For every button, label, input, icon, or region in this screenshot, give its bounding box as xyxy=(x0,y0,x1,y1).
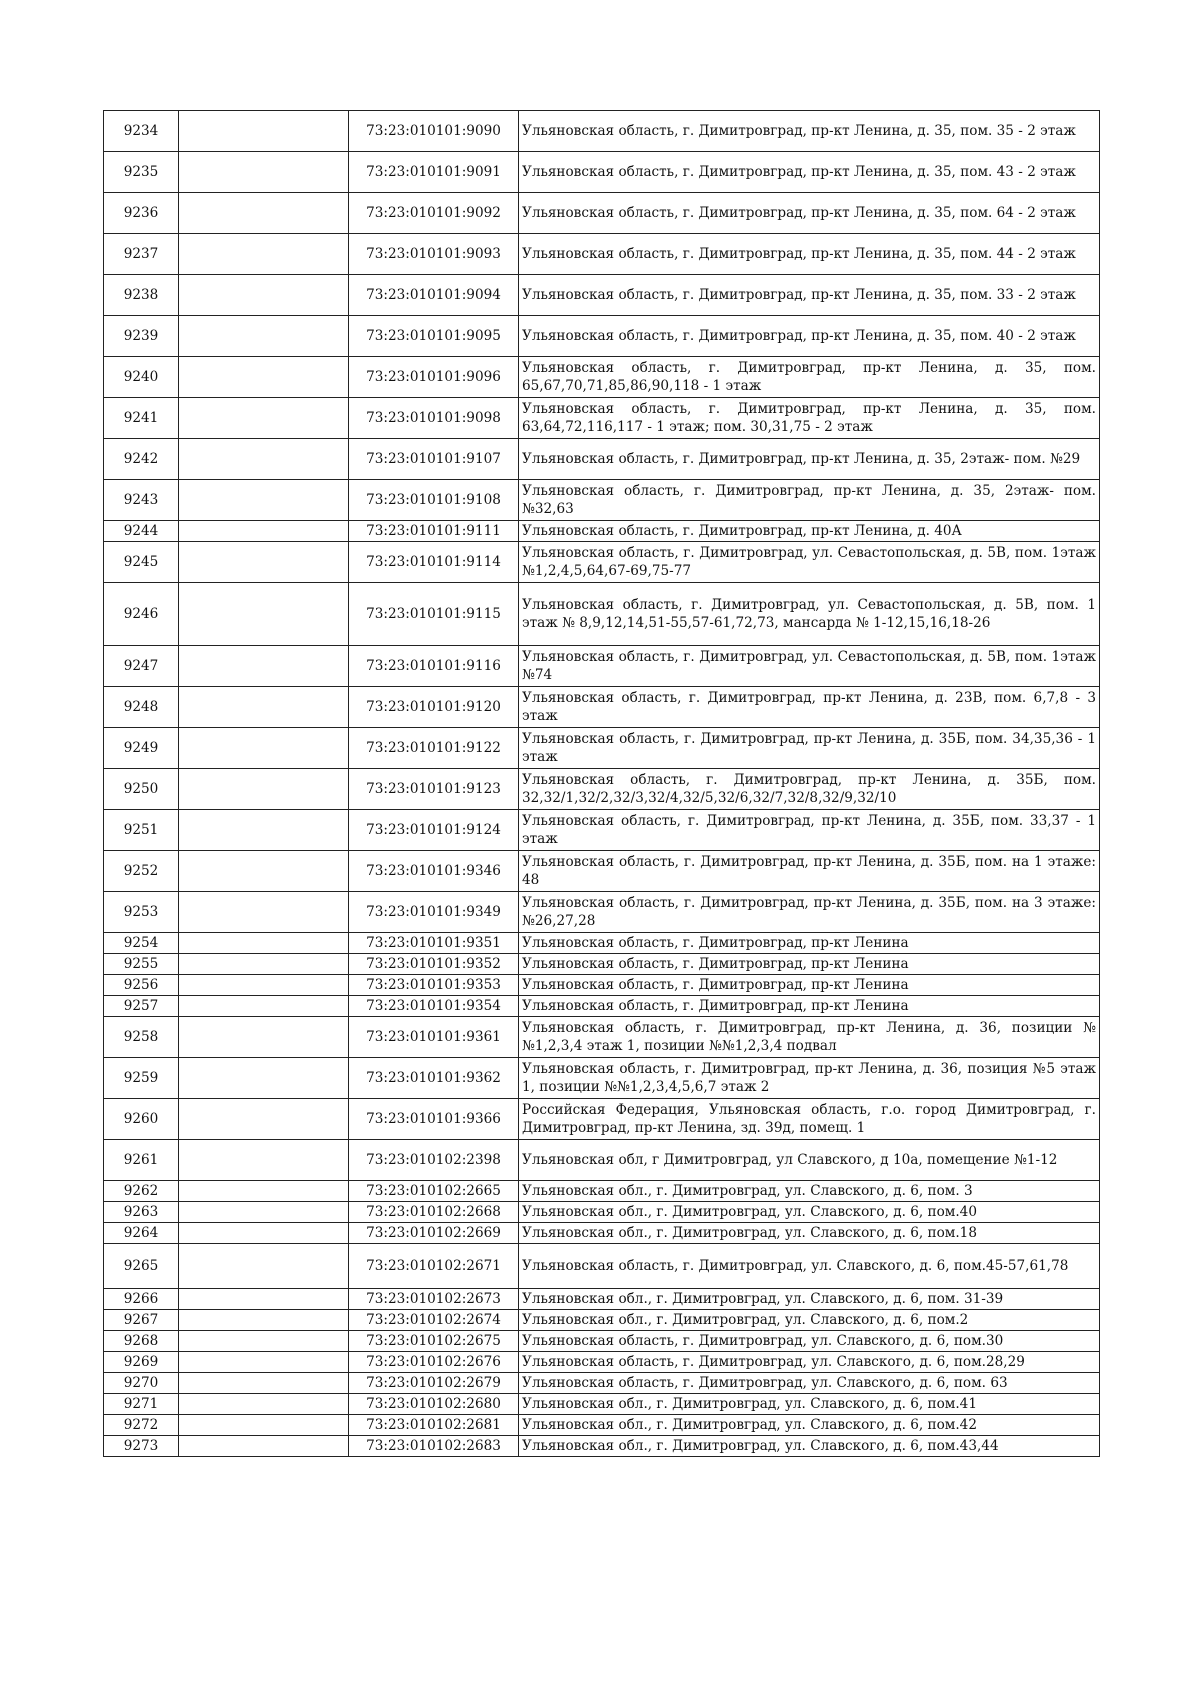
table-row xyxy=(104,583,1100,646)
table-row xyxy=(104,1331,1100,1352)
row-number: 9263 xyxy=(104,1202,179,1223)
cadastral-number: 73:23:010102:2673 xyxy=(349,1289,519,1310)
empty-cell xyxy=(179,1244,349,1289)
address: Ульяновская область, г. Димитровград, пр-кт Ленина, д. 35, пом. 35 - 2 этаж xyxy=(519,111,1100,152)
table-row xyxy=(104,975,1100,996)
cadastral-number: 73:23:010102:2674 xyxy=(349,1310,519,1331)
empty-cell xyxy=(179,1415,349,1436)
address: Ульяновская обл, г Димитровград, ул Славского, д 10а, помещение №1-12 xyxy=(519,1140,1100,1181)
cadastral-number: 73:23:010102:2669 xyxy=(349,1223,519,1244)
address: Ульяновская область, г. Димитровград, пр-кт Ленина, д. 35Б, пом. на 3 этаже: №26,27,28 xyxy=(519,892,1100,933)
empty-cell xyxy=(179,1202,349,1223)
cadastral-number: 73:23:010101:9096 xyxy=(349,357,519,398)
table-row xyxy=(104,1202,1100,1223)
cadastral-number: 73:23:010102:2676 xyxy=(349,1352,519,1373)
row-number: 9270 xyxy=(104,1373,179,1394)
cadastral-number: 73:23:010101:9114 xyxy=(349,542,519,583)
address: Ульяновская обл., г. Димитровград, ул. Славского, д. 6, пом.41 xyxy=(519,1394,1100,1415)
empty-cell xyxy=(179,687,349,728)
empty-cell xyxy=(179,996,349,1017)
row-number: 9240 xyxy=(104,357,179,398)
table-row xyxy=(104,439,1100,480)
cadastral-number: 73:23:010101:9115 xyxy=(349,583,519,646)
address: Ульяновская область, г. Димитровград, пр-кт Ленина, д. 36, позиция №5 этаж 1, позиции №№1,2,3,4,5,6,7 этаж 2 xyxy=(519,1058,1100,1099)
row-number: 9253 xyxy=(104,892,179,933)
table-row xyxy=(104,1289,1100,1310)
table-row xyxy=(104,1415,1100,1436)
row-number: 9248 xyxy=(104,687,179,728)
address: Ульяновская область, г. Димитровград, пр-кт Ленина, д. 35, 2этаж- пом. №29 xyxy=(519,439,1100,480)
cadastral-number: 73:23:010101:9094 xyxy=(349,275,519,316)
row-number: 9239 xyxy=(104,316,179,357)
empty-cell xyxy=(179,1140,349,1181)
cadastral-number: 73:23:010101:9361 xyxy=(349,1017,519,1058)
table-row xyxy=(104,851,1100,892)
cadastral-number: 73:23:010101:9095 xyxy=(349,316,519,357)
empty-cell xyxy=(179,1181,349,1202)
cadastral-number: 73:23:010102:2683 xyxy=(349,1436,519,1457)
empty-cell xyxy=(179,769,349,810)
cadastral-number: 73:23:010101:9366 xyxy=(349,1099,519,1140)
table-row xyxy=(104,1140,1100,1181)
row-number: 9247 xyxy=(104,646,179,687)
empty-cell xyxy=(179,892,349,933)
empty-cell xyxy=(179,542,349,583)
table-row xyxy=(104,542,1100,583)
empty-cell xyxy=(179,728,349,769)
address: Ульяновская область, г. Димитровград, пр-кт Ленина, д. 35, пом. 33 - 2 этаж xyxy=(519,275,1100,316)
empty-cell xyxy=(179,398,349,439)
empty-cell xyxy=(179,316,349,357)
row-number: 9266 xyxy=(104,1289,179,1310)
row-number: 9249 xyxy=(104,728,179,769)
address: Ульяновская обл., г. Димитровград, ул. Славского, д. 6, пом.42 xyxy=(519,1415,1100,1436)
table-row xyxy=(104,193,1100,234)
empty-cell xyxy=(179,954,349,975)
table-row xyxy=(104,480,1100,521)
address: Ульяновская область, г. Димитровград, ул. Славского, д. 6, пом. 63 xyxy=(519,1373,1100,1394)
row-number: 9273 xyxy=(104,1436,179,1457)
table-row xyxy=(104,234,1100,275)
table-row xyxy=(104,1058,1100,1099)
empty-cell xyxy=(179,193,349,234)
row-number: 9234 xyxy=(104,111,179,152)
row-number: 9269 xyxy=(104,1352,179,1373)
cadastral-number: 73:23:010101:9092 xyxy=(349,193,519,234)
address: Ульяновская область, г. Димитровград, пр-кт Ленина xyxy=(519,933,1100,954)
address: Ульяновская обл., г. Димитровград, ул. Славского, д. 6, пом.2 xyxy=(519,1310,1100,1331)
cadastral-number: 73:23:010101:9107 xyxy=(349,439,519,480)
row-number: 9271 xyxy=(104,1394,179,1415)
address: Ульяновская область, г. Димитровград, пр-кт Ленина, д. 35Б, пом. 32,32/1,32/2,32/3,32/4,32/5,32/6,32/7,32/8,32/9,32/10 xyxy=(519,769,1100,810)
row-number: 9272 xyxy=(104,1415,179,1436)
row-number: 9238 xyxy=(104,275,179,316)
empty-cell xyxy=(179,275,349,316)
row-number: 9251 xyxy=(104,810,179,851)
row-number: 9258 xyxy=(104,1017,179,1058)
address: Ульяновская область, г. Димитровград, пр-кт Ленина, д. 35, 2этаж- пом. №32,63 xyxy=(519,480,1100,521)
row-number: 9264 xyxy=(104,1223,179,1244)
row-number: 9237 xyxy=(104,234,179,275)
table-row xyxy=(104,1373,1100,1394)
cadastral-number: 73:23:010101:9111 xyxy=(349,521,519,542)
cadastral-number: 73:23:010101:9349 xyxy=(349,892,519,933)
empty-cell xyxy=(179,1099,349,1140)
address: Ульяновская область, г. Димитровград, пр-кт Ленина, д. 35, пом. 40 - 2 этаж xyxy=(519,316,1100,357)
register-table-body xyxy=(104,111,1100,1457)
property-register-table xyxy=(103,110,1100,1457)
address: Ульяновская область, г. Димитровград, пр-кт Ленина, д. 35, пом. 43 - 2 этаж xyxy=(519,152,1100,193)
address: Ульяновская обл., г. Димитровград, ул. Славского, д. 6, пом. 31-39 xyxy=(519,1289,1100,1310)
row-number: 9252 xyxy=(104,851,179,892)
cadastral-number: 73:23:010101:9123 xyxy=(349,769,519,810)
cadastral-number: 73:23:010101:9352 xyxy=(349,954,519,975)
document-page xyxy=(103,110,1099,1457)
cadastral-number: 73:23:010102:2680 xyxy=(349,1394,519,1415)
table-row xyxy=(104,357,1100,398)
address: Ульяновская область, г. Димитровград, ул. Славского, д. 6, пом.30 xyxy=(519,1331,1100,1352)
empty-cell xyxy=(179,1373,349,1394)
cadastral-number: 73:23:010101:9090 xyxy=(349,111,519,152)
cadastral-number: 73:23:010101:9122 xyxy=(349,728,519,769)
address: Ульяновская область, г. Димитровград, ул. Севастопольская, д. 5В, пом. 1этаж №74 xyxy=(519,646,1100,687)
cadastral-number: 73:23:010101:9124 xyxy=(349,810,519,851)
address: Ульяновская область, г. Димитровград, ул. Славского, д. 6, пом.28,29 xyxy=(519,1352,1100,1373)
empty-cell xyxy=(179,234,349,275)
table-row xyxy=(104,521,1100,542)
cadastral-number: 73:23:010101:9354 xyxy=(349,996,519,1017)
empty-cell xyxy=(179,583,349,646)
address: Ульяновская область, г. Димитровград, пр-кт Ленина, д. 23В, пом. 6,7,8 - 3 этаж xyxy=(519,687,1100,728)
cadastral-number: 73:23:010101:9362 xyxy=(349,1058,519,1099)
row-number: 9242 xyxy=(104,439,179,480)
empty-cell xyxy=(179,1017,349,1058)
address: Ульяновская область, г. Димитровград, пр-кт Ленина, д. 35, пом. 63,64,72,116,117 - 1 этаж; пом. 30,31,75 - 2 этаж xyxy=(519,398,1100,439)
cadastral-number: 73:23:010101:9108 xyxy=(349,480,519,521)
address: Ульяновская область, г. Димитровград, пр-кт Ленина, д. 35, пом. 65,67,70,71,85,86,90,118 - 1 этаж xyxy=(519,357,1100,398)
empty-cell xyxy=(179,111,349,152)
table-row xyxy=(104,892,1100,933)
table-row xyxy=(104,1244,1100,1289)
empty-cell xyxy=(179,1436,349,1457)
address: Ульяновская область, г. Димитровград, пр-кт Ленина, д. 35Б, пом. 34,35,36 - 1 этаж xyxy=(519,728,1100,769)
empty-cell xyxy=(179,1058,349,1099)
row-number: 9246 xyxy=(104,583,179,646)
table-row xyxy=(104,398,1100,439)
table-row xyxy=(104,996,1100,1017)
address: Российская Федерация, Ульяновская область, г.о. город Димитровград, г. Димитровград, пр-кт Ленина, зд. 39д, помещ. 1 xyxy=(519,1099,1100,1140)
address: Ульяновская обл., г. Димитровград, ул. Славского, д. 6, пом.43,44 xyxy=(519,1436,1100,1457)
address: Ульяновская область, г. Димитровград, пр-кт Ленина, д. 35, пом. 44 - 2 этаж xyxy=(519,234,1100,275)
empty-cell xyxy=(179,357,349,398)
cadastral-number: 73:23:010101:9093 xyxy=(349,234,519,275)
table-row xyxy=(104,769,1100,810)
table-row xyxy=(104,111,1100,152)
address: Ульяновская обл., г. Димитровград, ул. Славского, д. 6, пом.18 xyxy=(519,1223,1100,1244)
empty-cell xyxy=(179,1310,349,1331)
cadastral-number: 73:23:010102:2398 xyxy=(349,1140,519,1181)
address: Ульяновская область, г. Димитровград, ул. Славского, д. 6, пом.45-57,61,78 xyxy=(519,1244,1100,1289)
table-row xyxy=(104,728,1100,769)
empty-cell xyxy=(179,1394,349,1415)
row-number: 9265 xyxy=(104,1244,179,1289)
address: Ульяновская обл., г. Димитровград, ул. Славского, д. 6, пом.40 xyxy=(519,1202,1100,1223)
table-row xyxy=(104,1310,1100,1331)
cadastral-number: 73:23:010102:2675 xyxy=(349,1331,519,1352)
table-row xyxy=(104,646,1100,687)
row-number: 9261 xyxy=(104,1140,179,1181)
address: Ульяновская область, г. Димитровград, пр-кт Ленина xyxy=(519,975,1100,996)
row-number: 9243 xyxy=(104,480,179,521)
table-row xyxy=(104,316,1100,357)
row-number: 9257 xyxy=(104,996,179,1017)
row-number: 9259 xyxy=(104,1058,179,1099)
address: Ульяновская область, г. Димитровград, пр-кт Ленина, д. 40А xyxy=(519,521,1100,542)
table-row xyxy=(104,687,1100,728)
table-row xyxy=(104,1223,1100,1244)
address: Ульяновская область, г. Димитровград, пр-кт Ленина xyxy=(519,996,1100,1017)
row-number: 9235 xyxy=(104,152,179,193)
row-number: 9236 xyxy=(104,193,179,234)
cadastral-number: 73:23:010102:2671 xyxy=(349,1244,519,1289)
table-row xyxy=(104,1394,1100,1415)
cadastral-number: 73:23:010101:9091 xyxy=(349,152,519,193)
cadastral-number: 73:23:010101:9120 xyxy=(349,687,519,728)
empty-cell xyxy=(179,152,349,193)
row-number: 9268 xyxy=(104,1331,179,1352)
empty-cell xyxy=(179,933,349,954)
table-row xyxy=(104,1181,1100,1202)
row-number: 9254 xyxy=(104,933,179,954)
row-number: 9260 xyxy=(104,1099,179,1140)
row-number: 9244 xyxy=(104,521,179,542)
empty-cell xyxy=(179,810,349,851)
empty-cell xyxy=(179,1289,349,1310)
cadastral-number: 73:23:010101:9351 xyxy=(349,933,519,954)
row-number: 9245 xyxy=(104,542,179,583)
address: Ульяновская область, г. Димитровград, пр-кт Ленина, д. 35Б, пом. на 1 этаже: 48 xyxy=(519,851,1100,892)
address: Ульяновская область, г. Димитровград, ул. Севастопольская, д. 5В, пом. 1этаж №1,2,4,5,64,67-69,75-77 xyxy=(519,542,1100,583)
cadastral-number: 73:23:010102:2668 xyxy=(349,1202,519,1223)
cadastral-number: 73:23:010102:2665 xyxy=(349,1181,519,1202)
row-number: 9262 xyxy=(104,1181,179,1202)
empty-cell xyxy=(179,851,349,892)
row-number: 9250 xyxy=(104,769,179,810)
cadastral-number: 73:23:010102:2681 xyxy=(349,1415,519,1436)
table-row xyxy=(104,152,1100,193)
cadastral-number: 73:23:010101:9353 xyxy=(349,975,519,996)
table-row xyxy=(104,954,1100,975)
row-number: 9256 xyxy=(104,975,179,996)
table-row xyxy=(104,1017,1100,1058)
empty-cell xyxy=(179,975,349,996)
address: Ульяновская область, г. Димитровград, пр-кт Ленина, д. 36, позиции №№1,2,3,4 этаж 1, позиции №№1,2,3,4 подвал xyxy=(519,1017,1100,1058)
address: Ульяновская область, г. Димитровград, пр-кт Ленина, д. 35Б, пом. 33,37 - 1 этаж xyxy=(519,810,1100,851)
empty-cell xyxy=(179,480,349,521)
table-row xyxy=(104,1352,1100,1373)
address: Ульяновская обл., г. Димитровград, ул. Славского, д. 6, пом. 3 xyxy=(519,1181,1100,1202)
row-number: 9267 xyxy=(104,1310,179,1331)
table-row xyxy=(104,933,1100,954)
address: Ульяновская область, г. Димитровград, пр-кт Ленина, д. 35, пом. 64 - 2 этаж xyxy=(519,193,1100,234)
cadastral-number: 73:23:010102:2679 xyxy=(349,1373,519,1394)
cadastral-number: 73:23:010101:9346 xyxy=(349,851,519,892)
table-row xyxy=(104,810,1100,851)
table-row xyxy=(104,1099,1100,1140)
empty-cell xyxy=(179,1331,349,1352)
table-row xyxy=(104,275,1100,316)
empty-cell xyxy=(179,521,349,542)
cadastral-number: 73:23:010101:9116 xyxy=(349,646,519,687)
row-number: 9241 xyxy=(104,398,179,439)
empty-cell xyxy=(179,1352,349,1373)
row-number: 9255 xyxy=(104,954,179,975)
cadastral-number: 73:23:010101:9098 xyxy=(349,398,519,439)
address: Ульяновская область, г. Димитровград, пр-кт Ленина xyxy=(519,954,1100,975)
empty-cell xyxy=(179,1223,349,1244)
table-row xyxy=(104,1436,1100,1457)
address: Ульяновская область, г. Димитровград, ул. Севастопольская, д. 5В, пом. 1 этаж № 8,9,12,14,51-55,57-61,72,73, мансарда № 1-12,15,16,18-26 xyxy=(519,583,1100,646)
empty-cell xyxy=(179,646,349,687)
empty-cell xyxy=(179,439,349,480)
